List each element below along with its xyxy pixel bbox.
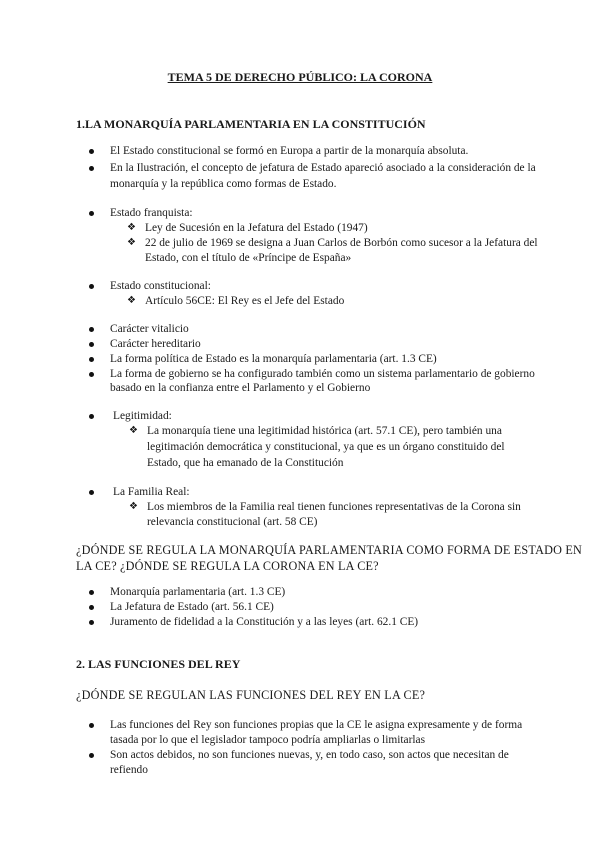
bullet-icon — [89, 414, 94, 419]
list-item: Juramento de fidelidad a la Constitución y a las leyes (art. 62.1 CE) — [110, 614, 418, 631]
bullet-icon — [89, 372, 94, 377]
question-line: ¿DÓNDE SE REGULAN LAS FUNCIONES DEL REY EN LA CE? — [76, 688, 426, 702]
list-item: La forma política de Estado es la monarquía parlamentaria (art. 1.3 CE) — [110, 351, 437, 368]
list-item: La Jefatura de Estado (art. 56.1 CE) — [110, 599, 274, 616]
bullet-icon — [89, 149, 94, 154]
list-item: Estado constitucional: — [110, 278, 211, 295]
list-item: La forma de gobierno se ha configurado también como un sistema parlamentario de gobierno — [110, 366, 535, 383]
sub-list-item-continuation: relevancia constitucional (art. 58 CE) — [147, 516, 318, 528]
sub-list-item: ❖ Los miembros de la Familia real tienen funciones representativas de la Corona sin — [129, 501, 521, 513]
question-line: LA CE? ¿DÓNDE SE REGULA LA CORONA EN LA CE? — [76, 559, 379, 573]
bullet-icon — [89, 166, 94, 171]
sub-list-item: ❖ 22 de julio de 1969 se designa a Juan Carlos de Borbón como sucesor a la Jefatura del — [127, 237, 538, 249]
section-1-heading: 1.LA MONARQUÍA PARLAMENTARIA EN LA CONSTITUCIÓN — [76, 117, 426, 131]
list-item-continuation: refiendo — [110, 764, 148, 776]
bullet-icon — [89, 211, 94, 216]
list-item-continuation: monarquía y la república como formas de Estado. — [110, 178, 337, 190]
list-item: Carácter hereditario — [110, 336, 201, 353]
question-line: ¿DÓNDE SE REGULA LA MONARQUÍA PARLAMENTARIA COMO FORMA DE ESTADO EN — [76, 543, 582, 557]
list-item: Monarquía parlamentaria (art. 1.3 CE) — [110, 584, 285, 601]
list-item: Estado franquista: — [110, 205, 193, 222]
bullet-icon — [89, 723, 94, 728]
diamond-bullet-icon: ❖ — [129, 425, 138, 436]
bullet-icon — [89, 753, 94, 758]
list-item: Legitimidad: — [113, 408, 172, 425]
list-item-continuation: basado en la confianza entre el Parlamento y el Gobierno — [110, 382, 371, 394]
list-item: El Estado constitucional se formó en Europa a partir de la monarquía absoluta. — [110, 143, 468, 160]
sub-list-item-continuation: Estado, con el título de «Príncipe de España» — [145, 252, 352, 264]
list-item-continuation: tasada por lo que el legislador tampoco podría ampliarlas o limitarlas — [110, 734, 426, 746]
bullet-icon — [89, 490, 94, 495]
sub-list-item: ❖ La monarquía tiene una legitimidad histórica (art. 57.1 CE), pero también una — [129, 425, 502, 437]
sub-list-item: ❖ Ley de Sucesión en la Jefatura del Estado (1947) — [127, 222, 368, 234]
list-item: La Familia Real: — [113, 484, 190, 501]
sub-list-item: ❖ Artículo 56CE: El Rey es el Jefe del Estado — [127, 295, 345, 307]
bullet-icon — [89, 327, 94, 332]
sub-list-item-continuation: Estado, que ha emanado de la Constitución — [147, 457, 344, 469]
list-item: Las funciones del Rey son funciones propias que la CE le asigna expresamente y de forma — [110, 717, 522, 734]
diamond-bullet-icon: ❖ — [127, 237, 136, 248]
diamond-bullet-icon: ❖ — [129, 501, 138, 512]
list-item: Carácter vitalicio — [110, 321, 189, 338]
bullet-icon — [89, 590, 94, 595]
diamond-bullet-icon: ❖ — [127, 222, 136, 233]
section-2-heading: 2. LAS FUNCIONES DEL REY — [76, 657, 241, 671]
bullet-icon — [89, 284, 94, 289]
list-item: En la Ilustración, el concepto de jefatura de Estado apareció asociado a la consideración de la — [110, 160, 536, 177]
sub-list-item-continuation: legitimación democrática y constitucional, ya que es un órgano constituido del — [147, 441, 505, 453]
bullet-icon — [89, 342, 94, 347]
bullet-icon — [89, 605, 94, 610]
bullet-icon — [89, 357, 94, 362]
list-item: Son actos debidos, no son funciones nuevas, y, en todo caso, son actos que necesitan de — [110, 747, 509, 764]
document-title: TEMA 5 DE DERECHO PÚBLICO: LA CORONA — [167, 70, 433, 84]
diamond-bullet-icon: ❖ — [127, 295, 136, 306]
bullet-icon — [89, 620, 94, 625]
